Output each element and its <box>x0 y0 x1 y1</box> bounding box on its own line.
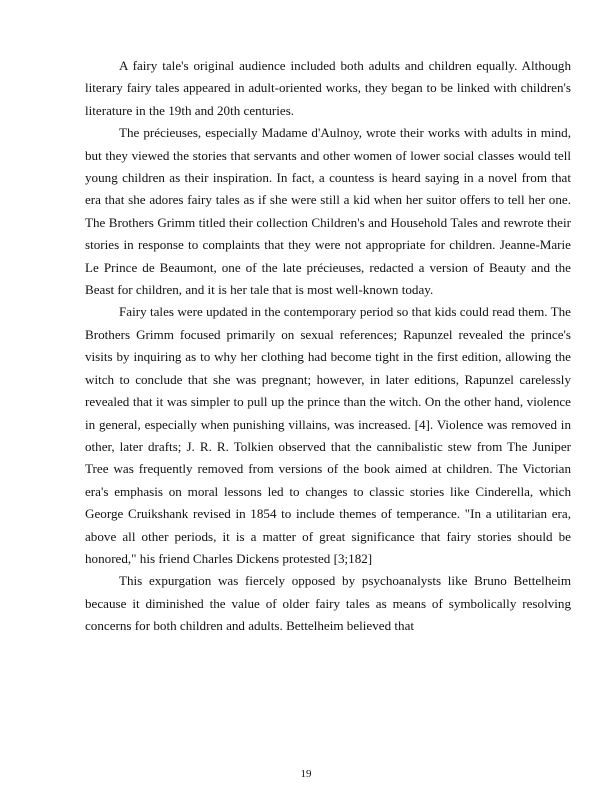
paragraph-precieuses: The précieuses, especially Madame d'Aulnoy, wrote their works with adults in mind, but they viewed the stories that servants and other women of lower social classes would tell young children as their inspiration. In fact, a countess is heard saying in a novel from that era that she adores fairy tales as if she were still a kid when her suitor offers to tell her one. The Brothers Grimm titled their collection Children's and Household Tales and rewrote their stories in response to complaints that they were not appropriate for children. Jeanne-Marie Le Prince de Beaumont, one of the late précieuses, redacted a version of Beauty and the Beast for children, and it is her tale that is most well-known today. <box>85 125 571 298</box>
paragraph-updates: Fairy tales were updated in the contemporary period so that kids could read them. The Brothers Grimm focused primarily on sexual references; Rapunzel revealed the prince's visits by inquiring as to why her clothing had become tight in the first edition, allowing the witch to conclude that she was pregnant; however, in later editions, Rapunzel carelessly revealed that it was simpler to pull up the prince than the witch. On the other hand, violence in general, especially when punishing villains, was increased. [4]. Violence was removed in other, later drafts; J. R. R. Tolkien observed that the cannibalistic stew from The Juniper Tree was frequently removed from versions of the book aimed at children. The Victorian era's emphasis on moral lessons led to changes to classic stories like Cinderella, which George Cruikshank revised in 1854 to include themes of temperance. "In a utilitarian era, above all other periods, it is a matter of great significance that fairy stories should be honored," his friend Charles Dickens protested [3;182] <box>85 304 571 566</box>
page-body <box>85 55 571 638</box>
paragraph-audience: A fairy tale's original audience included both adults and children equally. Although literary fairy tales appeared in adult-oriented works, they began to be linked with children's literature in the 19th and 20th centuries. <box>85 58 571 118</box>
page-number: 19 <box>300 768 312 780</box>
paragraph-expurgation: This expurgation was fiercely opposed by psychoanalysts like Bruno Bettelheim because it diminished the value of older fairy tales as means of symbolically resolving concerns for both children and adults. Bettelheim believed that <box>85 573 571 634</box>
